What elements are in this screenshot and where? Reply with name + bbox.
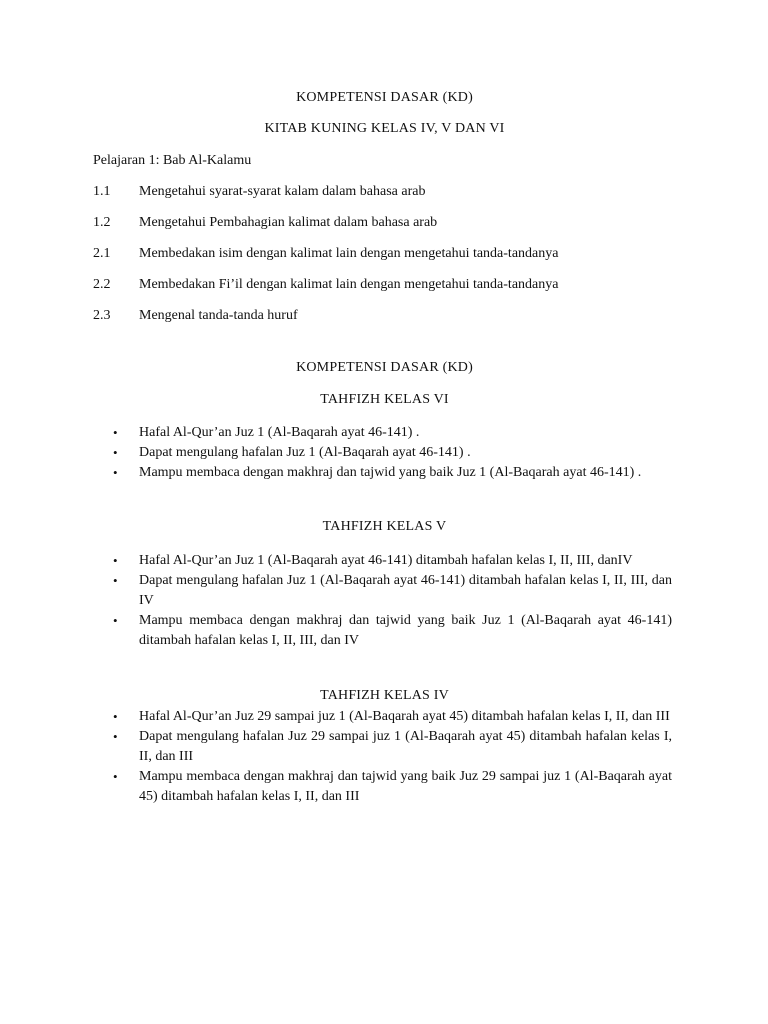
competency-number: 1.1 (93, 184, 111, 199)
competency-item (93, 245, 676, 263)
list-item-text: Dapat mengulang hafalan Juz 1 (Al-Baqarah ayat 46-141) ditambah hafalan kelas I, II, III, dan IV (139, 573, 672, 608)
list-item-text: Dapat mengulang hafalan Juz 1 (Al-Baqarah ayat 46-141) . (139, 445, 471, 460)
bullet-icon: • (113, 465, 118, 480)
bullet-icon: • (113, 709, 118, 724)
list-item (93, 707, 676, 727)
kd-title-1: KOMPETENSI DASAR (KD) (296, 90, 473, 105)
list-item (93, 767, 676, 807)
competency-number: 1.2 (93, 215, 111, 230)
competency-item (93, 307, 676, 325)
tahfizh-kelas-iv-list (93, 707, 676, 807)
list-item (93, 551, 676, 571)
lesson-heading: Pelajaran 1: Bab Al-Kalamu (93, 153, 252, 168)
bullet-icon: • (113, 613, 118, 628)
competency-text: Mengenal tanda-tanda huruf (139, 308, 298, 323)
list-item (93, 611, 676, 651)
list-item-text: Mampu membaca dengan makhraj dan tajwid yang baik Juz 1 (Al-Baqarah ayat 46-141) ditambah hafalan kelas I, II, III, dan IV (139, 613, 672, 648)
competency-number: 2.2 (93, 277, 111, 292)
competency-item (93, 276, 676, 294)
bullet-icon: • (113, 425, 118, 440)
competency-number: 2.1 (93, 246, 111, 261)
bullet-icon: • (113, 573, 118, 588)
list-item-text: Mampu membaca dengan makhraj dan tajwid yang baik Juz 1 (Al-Baqarah ayat 46-141) . (139, 465, 642, 480)
competency-text: Membedakan Fi’il dengan kalimat lain dengan mengetahui tanda-tandanya (139, 277, 559, 292)
bullet-icon: • (113, 729, 118, 744)
kitab-kuning-subtitle: KITAB KUNING KELAS IV, V DAN VI (264, 121, 505, 136)
list-item (93, 443, 676, 463)
list-item-text: Dapat mengulang hafalan Juz 29 sampai juz 1 (Al-Baqarah ayat 45) ditambah hafalan kelas I, II, dan III (139, 729, 672, 764)
competency-item (93, 183, 676, 201)
competency-number: 2.3 (93, 308, 111, 323)
tahfizh-kelas-iv-heading: TAHFIZH KELAS IV (320, 688, 449, 703)
tahfizh-kelas-v-list (93, 551, 676, 651)
list-item-text: Mampu membaca dengan makhraj dan tajwid yang baik Juz 29 sampai juz 1 (Al-Baqarah ayat 45) ditambah hafalan kelas I, II, dan III (139, 769, 672, 804)
list-item (93, 423, 676, 443)
list-item-text: Hafal Al-Qur’an Juz 29 sampai juz 1 (Al-Baqarah ayat 45) ditambah hafalan kelas I, II, dan III (139, 709, 670, 724)
competency-text: Membedakan isim dengan kalimat lain dengan mengetahui tanda-tandanya (139, 246, 559, 261)
bullet-icon: • (113, 769, 118, 784)
kd-title-2: KOMPETENSI DASAR (KD) (296, 360, 473, 375)
list-item (93, 571, 676, 611)
list-item (93, 463, 676, 483)
competency-text: Mengetahui Pembahagian kalimat dalam bahasa arab (139, 215, 438, 230)
competency-text: Mengetahui syarat-syarat kalam dalam bahasa arab (139, 184, 426, 199)
tahfizh-kelas-v-heading: TAHFIZH KELAS V (322, 519, 447, 534)
bullet-icon: • (113, 553, 118, 568)
bullet-icon: • (113, 445, 118, 460)
list-item-text: Hafal Al-Qur’an Juz 1 (Al-Baqarah ayat 46-141) . (139, 425, 420, 440)
list-item (93, 727, 676, 767)
list-item-text: Hafal Al-Qur’an Juz 1 (Al-Baqarah ayat 46-141) ditambah hafalan kelas I, II, III, danIV (139, 553, 633, 568)
competency-item (93, 214, 676, 232)
tahfizh-kelas-vi-heading: TAHFIZH KELAS VI (320, 392, 449, 407)
tahfizh-kelas-vi-list (93, 423, 676, 483)
